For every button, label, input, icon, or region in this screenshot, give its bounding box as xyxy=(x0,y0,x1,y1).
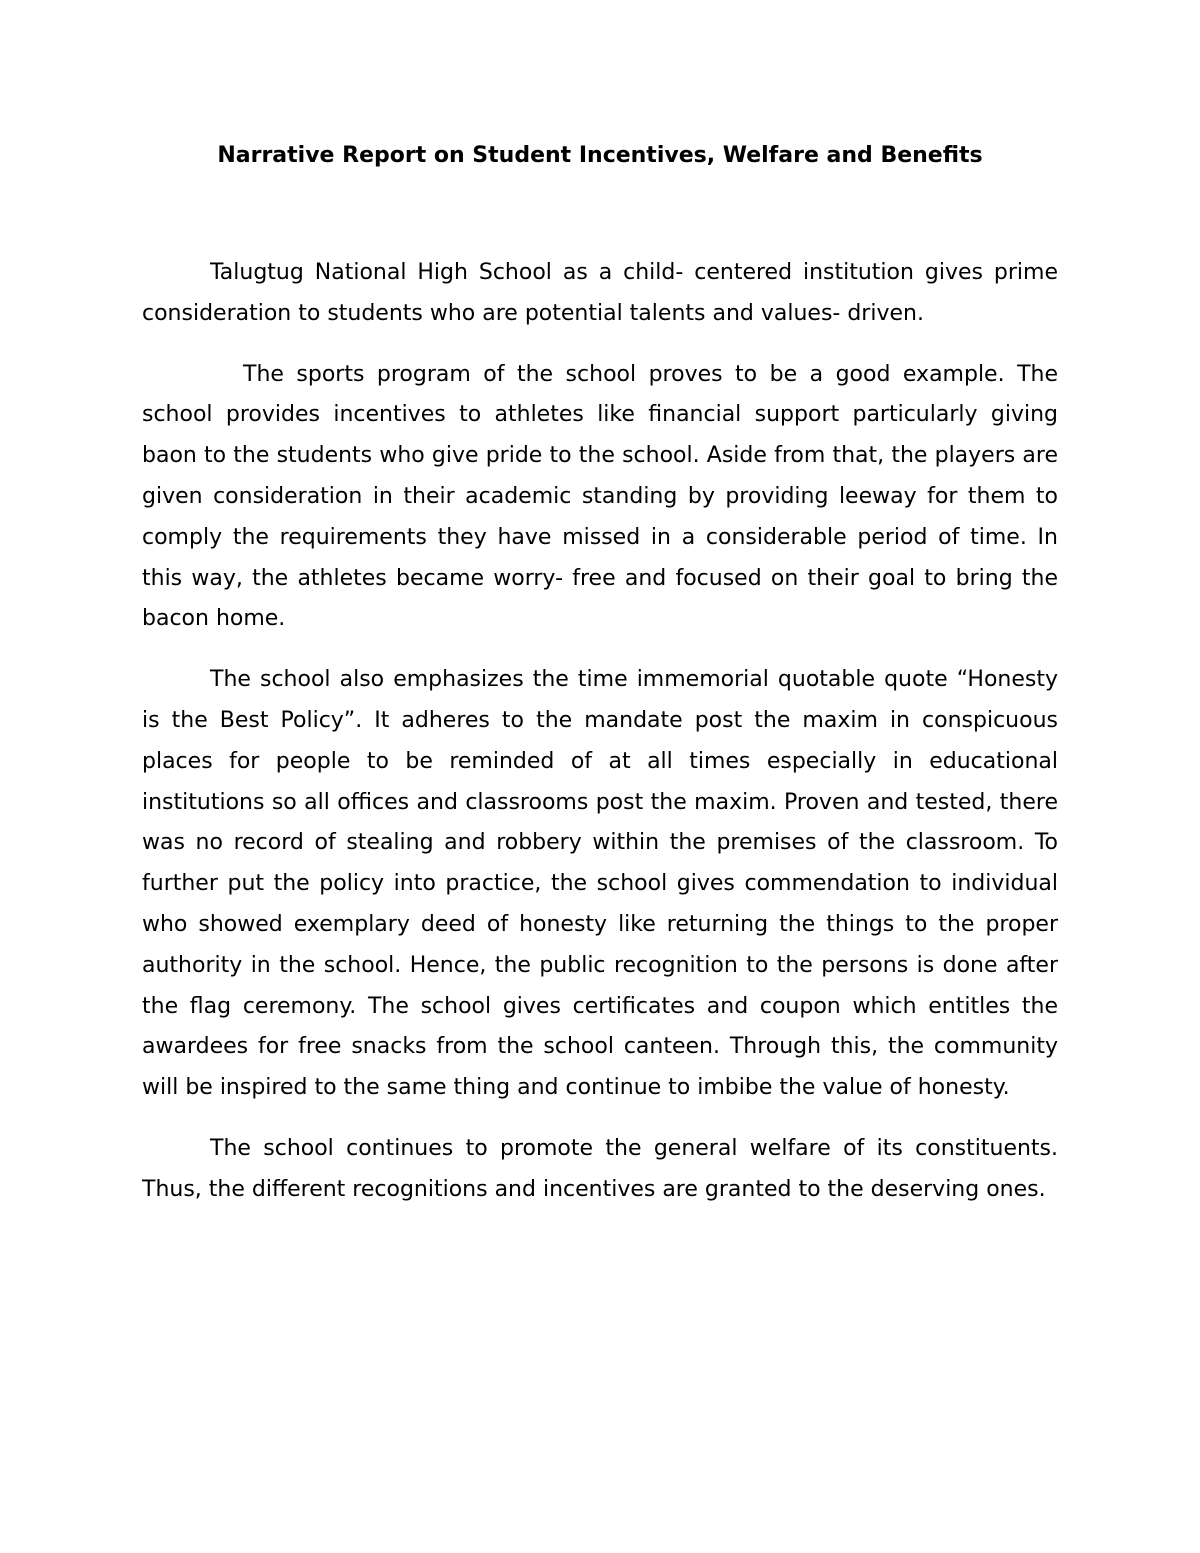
paragraph-intro: Talugtug National High School as a child- centered institution gives prime consideration to students who are potential talents and values- driven. xyxy=(142,260,1058,326)
paragraph-honesty-policy: The school also emphasizes the time immemorial quotable quote “Honesty is the Best Policy”. It adheres to the mandate post the maxim in conspicuous places for people to be reminded of at all times especially in educational institutions so all offices and classrooms post the maxim. Proven and tested, there was no record of stealing and robbery within the premises of the classroom. To further put the policy into practice, the school gives commendation to individual who showed exemplary deed of honesty like returning the things to the proper authority in the school. Hence, the public recognition to the persons is done after the flag ceremony. The school gives certificates and coupon which entitles the awardees for free snacks from the school canteen. Through this, the community will be inspired to the same thing and continue to imbibe the value of honesty. xyxy=(142,667,1058,1101)
paragraph-conclusion: The school continues to promote the general welfare of its constituents. Thus, the different recognitions and incentives are granted to the deserving ones. xyxy=(142,1135,1058,1202)
document-body xyxy=(142,253,1058,1231)
paragraph-sports-program: The sports program of the school proves to be a good example. The school provides incentives to athletes like financial support particularly giving baon to the students who give pride to the school. Aside from that, the players are given consideration in their academic standing by providing leeway for them to comply the requirements they have missed in a considerable period of time. In this way, the athletes became worry- free and focused on their goal to bring the bacon home. xyxy=(142,361,1058,632)
document-title: Narrative Report on Student Incentives, Welfare and Benefits xyxy=(217,143,983,168)
